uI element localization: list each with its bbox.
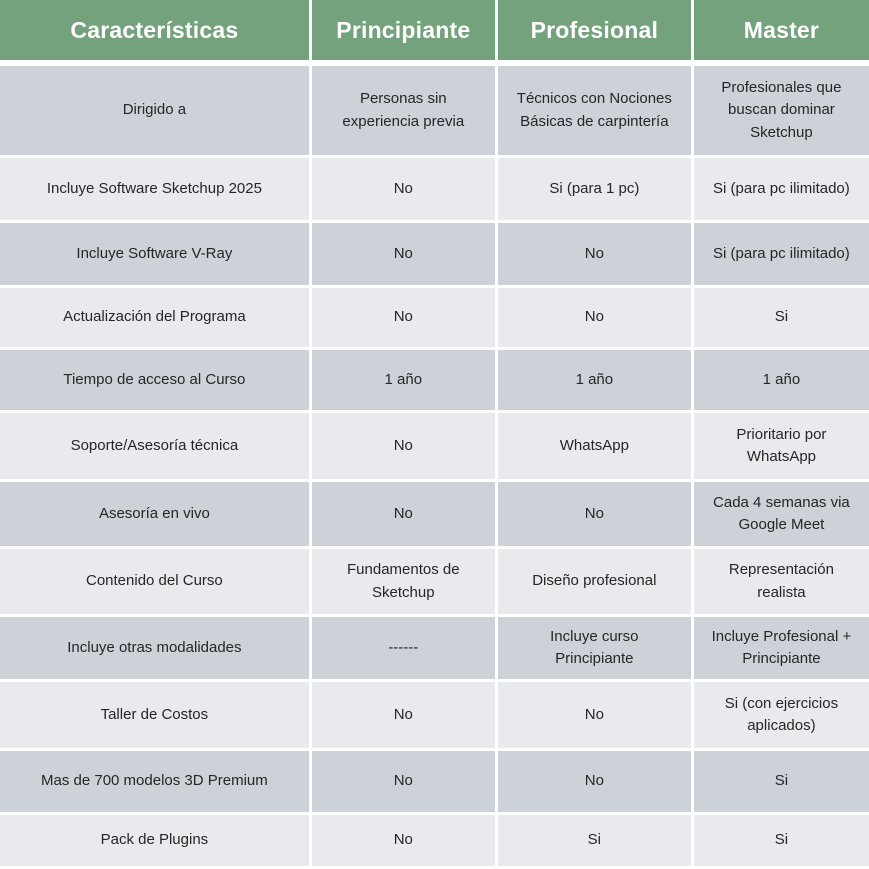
value-cell-principiante: Fundamentos de Sketchup <box>312 549 495 614</box>
feature-cell: Tiempo de acceso al Curso <box>0 350 309 410</box>
value-cell-master: Representación realista <box>694 549 869 614</box>
value-cell-profesional: No <box>498 482 691 546</box>
table-row <box>0 350 869 410</box>
feature-cell: Contenido del Curso <box>0 549 309 614</box>
value-cell-principiante: No <box>312 751 495 812</box>
table-row <box>0 223 869 285</box>
value-cell-master: Si <box>694 288 869 347</box>
column-header-caracteristicas: Características <box>0 0 309 60</box>
feature-cell: Asesoría en vivo <box>0 482 309 546</box>
feature-cell: Incluye Software Sketchup 2025 <box>0 158 309 220</box>
value-cell-profesional: Diseño profesional <box>498 549 691 614</box>
value-cell-principiante: Personas sin experiencia previa <box>312 66 495 155</box>
table-row <box>0 617 869 679</box>
value-cell-master: Profesionales que buscan dominar Sketchup <box>694 66 869 155</box>
value-cell-principiante: No <box>312 223 495 285</box>
table-row <box>0 549 869 614</box>
table-row <box>0 815 869 866</box>
value-cell-master: Si (para pc ilimitado) <box>694 223 869 285</box>
value-cell-profesional: WhatsApp <box>498 413 691 479</box>
value-cell-profesional: Si <box>498 815 691 866</box>
value-cell-principiante: No <box>312 682 495 748</box>
table-row <box>0 158 869 220</box>
column-header-principiante: Principiante <box>312 0 495 60</box>
table-row <box>0 751 869 812</box>
feature-cell: Soporte/Asesoría técnica <box>0 413 309 479</box>
value-cell-principiante: No <box>312 482 495 546</box>
value-cell-profesional: No <box>498 223 691 285</box>
feature-cell: Incluye Software V-Ray <box>0 223 309 285</box>
value-cell-master: Si <box>694 751 869 812</box>
value-cell-principiante: No <box>312 288 495 347</box>
table-row <box>0 682 869 748</box>
feature-cell: Taller de Costos <box>0 682 309 748</box>
feature-cell: Pack de Plugins <box>0 815 309 866</box>
value-cell-profesional: No <box>498 751 691 812</box>
value-cell-profesional: 1 año <box>498 350 691 410</box>
value-cell-principiante: ------ <box>312 617 495 679</box>
value-cell-principiante: No <box>312 815 495 866</box>
table-row <box>0 288 869 347</box>
table-header-row <box>0 0 869 60</box>
feature-cell: Dirigido a <box>0 66 309 155</box>
value-cell-master: Incluye Profesional + Principiante <box>694 617 869 679</box>
value-cell-principiante: No <box>312 158 495 220</box>
feature-cell: Incluye otras modalidades <box>0 617 309 679</box>
value-cell-master: Cada 4 semanas via Google Meet <box>694 482 869 546</box>
value-cell-profesional: Incluye curso Principiante <box>498 617 691 679</box>
value-cell-master: 1 año <box>694 350 869 410</box>
value-cell-principiante: No <box>312 413 495 479</box>
value-cell-profesional: No <box>498 682 691 748</box>
value-cell-profesional: No <box>498 288 691 347</box>
value-cell-master: Si (para pc ilimitado) <box>694 158 869 220</box>
feature-cell: Actualización del Programa <box>0 288 309 347</box>
value-cell-master: Si (con ejercicios aplicados) <box>694 682 869 748</box>
column-header-profesional: Profesional <box>498 0 691 60</box>
value-cell-profesional: Si (para 1 pc) <box>498 158 691 220</box>
table-body <box>0 66 869 866</box>
column-header-master: Master <box>694 0 869 60</box>
table-row <box>0 413 869 479</box>
value-cell-principiante: 1 año <box>312 350 495 410</box>
table-row <box>0 482 869 546</box>
value-cell-master: Prioritario por WhatsApp <box>694 413 869 479</box>
feature-cell: Mas de 700 modelos 3D Premium <box>0 751 309 812</box>
value-cell-master: Si <box>694 815 869 866</box>
value-cell-profesional: Técnicos con Nociones Básicas de carpintería <box>498 66 691 155</box>
table-row <box>0 66 869 155</box>
